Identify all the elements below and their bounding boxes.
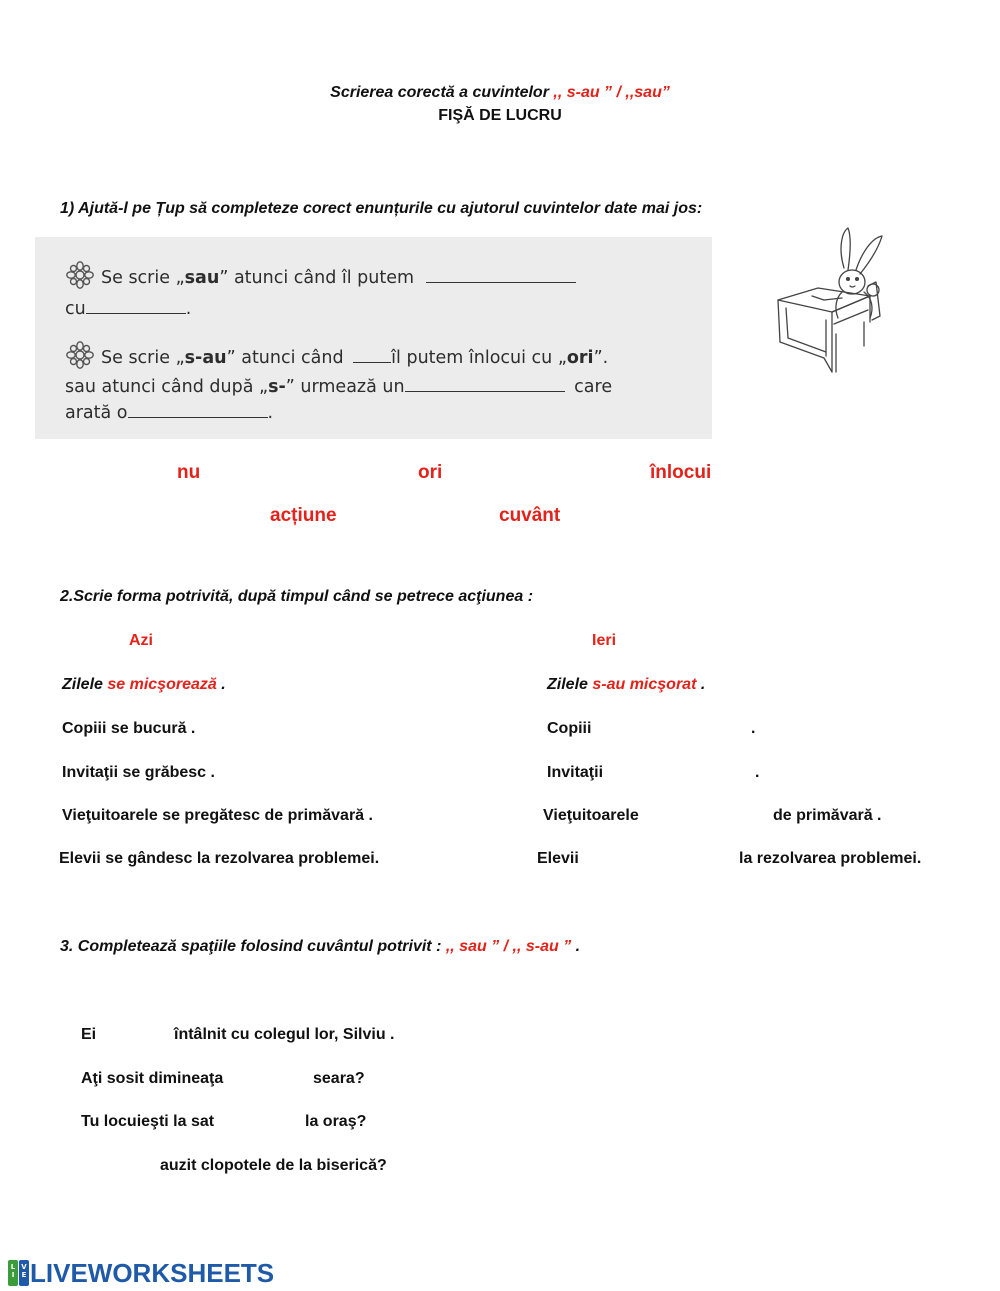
q3-s2-start: Aţi sosit dimineaţa — [81, 1070, 224, 1087]
word-bank-item[interactable]: acțiune — [270, 505, 337, 526]
col-header-yesterday: Ieri — [592, 632, 617, 649]
rule2-text-b: ” atunci când — [226, 348, 344, 368]
rule1-line1 — [65, 261, 576, 289]
rule-box — [35, 237, 712, 439]
q3-instruction-text: 3. Completează spaţiile folosind cuvântul potrivit : — [60, 938, 442, 955]
title-prefix: Scrierea corectă a cuvintelor — [330, 84, 549, 101]
q2-row-right-end: . — [755, 764, 760, 781]
rule2-blank3[interactable] — [128, 403, 268, 418]
example-left-subject: Zilele — [62, 676, 103, 693]
rule2-text-h: arată o — [65, 403, 128, 423]
q3-answer-input[interactable] — [104, 1022, 170, 1046]
q3-s1-end: întâlnit cu colegul lor, Silviu . — [174, 1026, 395, 1043]
badge-letter: V — [21, 1263, 27, 1271]
q2-answer-input[interactable] — [654, 803, 766, 827]
q3-answer-input[interactable] — [81, 1153, 155, 1177]
q2-row-left: Vieţuitoarele se pregătesc de primăvară . — [62, 807, 373, 824]
badge-letter: E — [21, 1271, 27, 1279]
liveworksheets-badge-icon — [8, 1260, 30, 1286]
title-words: ,, s-au ” / ,,sau” — [553, 84, 670, 101]
q2-row-right-end: la rezolvarea problemei. — [739, 850, 922, 867]
worksheet-title — [0, 84, 1000, 102]
liveworksheets-logo[interactable] — [8, 1257, 274, 1289]
q3-s4-end: auzit clopotele de la biserică? — [160, 1157, 387, 1174]
example-left-end: . — [221, 676, 226, 693]
q3-instruction — [60, 938, 580, 956]
q2-answer-input[interactable] — [600, 716, 745, 740]
q2-row-right-subject: Elevii — [537, 850, 579, 867]
rule2-line1 — [65, 341, 608, 369]
rule2-text-g: care — [574, 377, 613, 397]
q2-instruction: 2.Scrie forma potrivită, după timpul când se petrece acţiunea : — [60, 588, 534, 605]
rule1-text-c: cu — [65, 299, 86, 319]
q3-instruction-end: . — [575, 938, 581, 955]
logo-text: LIVEWORKSHEETS — [30, 1257, 275, 1288]
q2-answer-input[interactable] — [590, 846, 732, 870]
q2-answer-input[interactable] — [614, 760, 749, 784]
example-right — [547, 676, 705, 694]
badge-letter: I — [11, 1271, 15, 1279]
rule2-blank1[interactable] — [353, 348, 391, 363]
word-bank-item[interactable]: cuvânt — [499, 505, 561, 526]
rule2-text-a: Se scrie „ — [101, 348, 185, 368]
example-right-end: . — [700, 676, 706, 693]
flower-icon — [65, 261, 95, 289]
q2-row-right-end: . — [751, 720, 756, 737]
rule1-text-b: ” atunci când îl putem — [219, 268, 415, 288]
rule2-line3 — [65, 403, 273, 423]
example-left — [62, 676, 226, 694]
q3-s2-end: seara? — [313, 1070, 365, 1087]
q1-instruction: 1) Ajută-l pe Țup să completeze corect enunțurile cu ajutorul cuvintelor date mai jos: — [60, 200, 703, 217]
q2-row-right-subject: Invitaţii — [547, 764, 604, 781]
q2-row-left: Copiii se bucură . — [62, 720, 196, 737]
example-right-subject: Zilele — [547, 676, 588, 693]
col-header-today: Azi — [129, 632, 153, 649]
word-bank-item[interactable]: nu — [177, 462, 201, 483]
q3-instruction-words: ,, sau ” / ,, s-au ” — [445, 938, 572, 955]
rule1-text-a: Se scrie „ — [101, 268, 185, 288]
q2-row-right-end: de primăvară . — [773, 807, 882, 824]
rule1-blank1[interactable] — [426, 268, 576, 283]
rule1-blank2[interactable] — [86, 299, 186, 314]
rule1-line2 — [65, 299, 191, 319]
rule2-blank2[interactable] — [405, 377, 565, 392]
rule2-keyword2: ori — [566, 348, 594, 368]
q2-row-left: Elevii se gândesc la rezolvarea problemei. — [59, 850, 380, 867]
word-bank-item[interactable]: ori — [418, 462, 443, 483]
rule2-keyword3: s- — [268, 377, 286, 397]
q2-row-right-subject: Vieţuitoarele — [543, 807, 639, 824]
rule2-text-c: îl putem înlocui cu „ — [391, 348, 567, 368]
word-bank-item[interactable]: înlocui — [650, 462, 712, 483]
q3-answer-input[interactable] — [240, 1066, 308, 1090]
rule2-end: . — [267, 403, 274, 423]
flower-icon — [65, 341, 95, 369]
q3-s3-start: Tu locuieşti la sat — [81, 1113, 215, 1130]
rule2-text-d: ”. — [593, 348, 609, 368]
example-right-verb: s-au micşorat — [592, 676, 697, 693]
worksheet-subtitle: FIŞĂ DE LUCRU — [438, 107, 562, 124]
example-left-verb: se micşorează — [107, 676, 217, 693]
q2-row-left: Invitaţii se grăbesc . — [62, 764, 215, 781]
rule2-keyword: s-au — [184, 348, 227, 368]
rule2-line2 — [65, 377, 612, 397]
rule2-text-f: ” urmează un — [285, 377, 405, 397]
q2-row-right-subject: Copiii — [547, 720, 592, 737]
rule2-text-e: sau atunci când după „ — [65, 377, 269, 397]
rule1-keyword: sau — [184, 268, 220, 288]
rabbit-desk-illustration — [772, 226, 892, 376]
q3-s3-end: la oraş? — [305, 1113, 367, 1130]
q3-s1-start: Ei — [81, 1026, 97, 1043]
rule1-end: . — [185, 299, 192, 319]
q3-answer-input[interactable] — [228, 1109, 300, 1133]
badge-letter: L — [10, 1263, 16, 1271]
